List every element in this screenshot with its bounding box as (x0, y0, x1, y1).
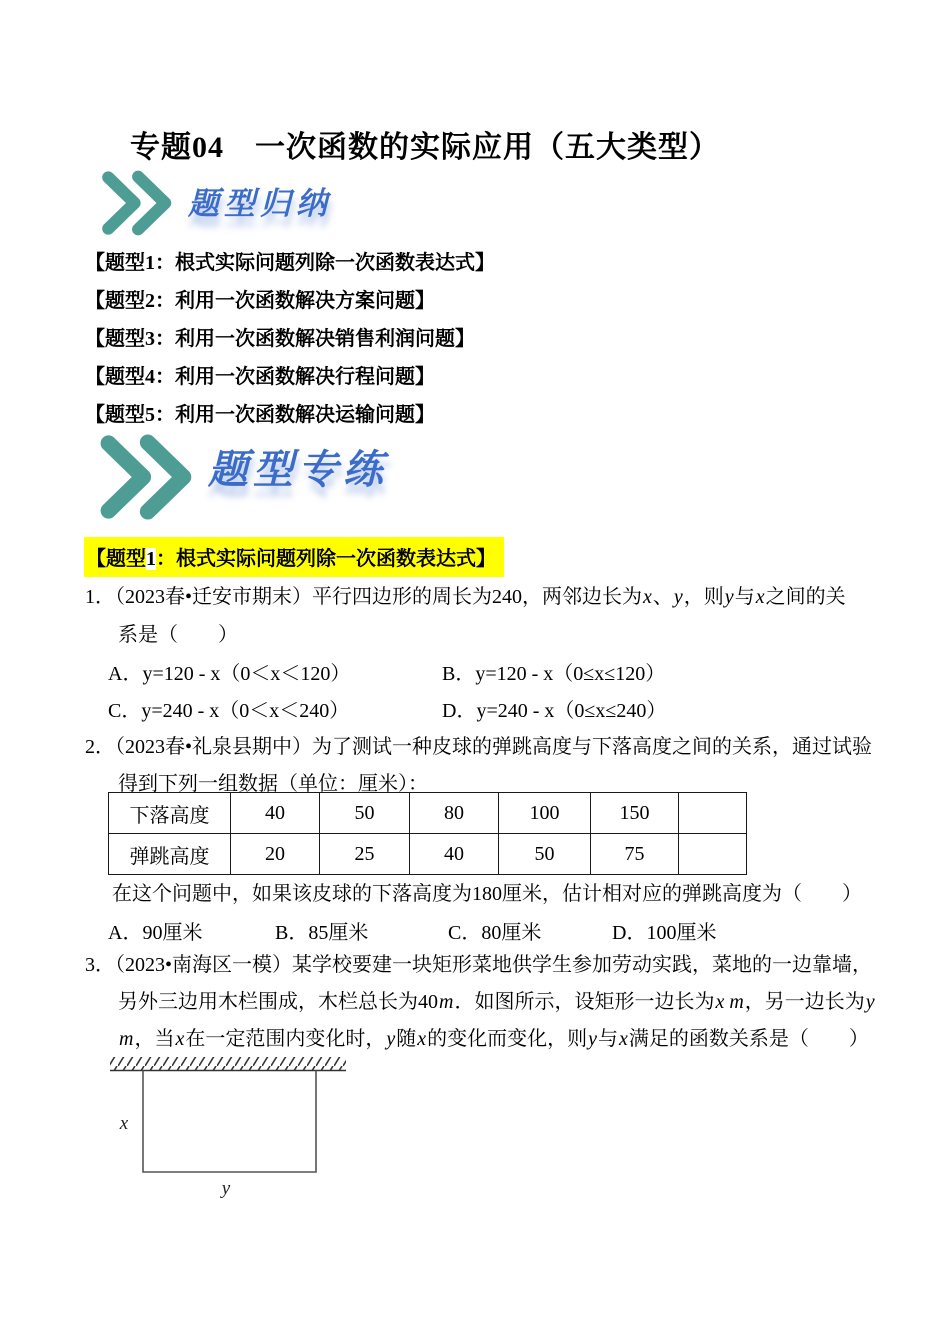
q1-line2: 系是（ ） (118, 624, 238, 646)
cell: 25 (320, 834, 410, 875)
row-header: 弹跳高度 (109, 834, 231, 875)
chevron-2 (138, 177, 165, 230)
q1-option-c: C．y=240 - x（0＜x＜240） (108, 700, 350, 722)
type-item-4: 【题型4：利用一次函数解决行程问题】 (85, 366, 435, 388)
q2-line3: 在这个问题中，如果该皮球的下落高度为180厘米，估计相对应的弹跳高度为（ ） (112, 883, 862, 905)
q1-line1: 1．（2023春•迁安市期末）平行四边形的周长为240，两邻边长为x、y，则y与x之间的关 (85, 586, 846, 608)
double-chevron-right-icon (99, 170, 173, 236)
type-item-2: 【题型2：利用一次函数解决方案问题】 (85, 290, 435, 312)
q1-option-d: D．y=240 - x（0≤x≤240） (442, 700, 667, 722)
double-chevron-right-icon (96, 434, 194, 520)
q1-options-row1 (0, 657, 830, 685)
q2-line1: 2．（2023春•礼泉县期中）为了测试一种皮球的弹跳高度与下落高度之间的关系，通过试验 (85, 736, 873, 758)
row-header: 下落高度 (109, 793, 231, 834)
type-item-5: 【题型5：利用一次函数解决运输问题】 (85, 404, 435, 426)
garden-rectangle (143, 1071, 316, 1173)
x-side-label: x (119, 1113, 129, 1134)
section-heading: 【题型1：根式实际问题列除一次函数表达式】 (84, 537, 504, 577)
garden-figure (100, 1053, 360, 1203)
cell: 80 (410, 793, 499, 834)
q2-option-d: D．100厘米 (612, 922, 717, 944)
q2-option-a: A．90厘米 (108, 922, 203, 944)
type-item-3: 【题型3：利用一次函数解决销售利润问题】 (85, 328, 475, 350)
type-item-1: 【题型1：根式实际问题列除一次函数表达式】 (85, 252, 495, 274)
chevron-1 (109, 443, 144, 510)
q1-option-a: A．y=120 - x（0＜x＜120） (108, 663, 351, 685)
q1-options-row2 (0, 694, 830, 722)
cell: 40 (231, 793, 320, 834)
table-row-bounce-height (109, 834, 747, 875)
chevron-2 (148, 442, 184, 511)
banner-topic-practice: 题型专练 (208, 447, 388, 492)
cell: 150 (591, 793, 679, 834)
cell-empty (679, 793, 747, 834)
bounce-height-table (108, 792, 747, 875)
q3-line3: m，当x在一定范围内变化时，y随x的变化而变化，则y与x满足的函数关系是（ ） (119, 1028, 869, 1050)
q2-options-row (0, 916, 830, 944)
cell: 50 (320, 793, 410, 834)
cell: 50 (499, 834, 591, 875)
q3-line1: 3．（2023•南海区一模）某学校要建一块矩形菜地供学生参加劳动实践，菜地的一边靠墙， (85, 954, 873, 976)
cell: 100 (499, 793, 591, 834)
cell-empty (679, 834, 747, 875)
q1-option-b: B．y=120 - x（0≤x≤120） (442, 663, 666, 685)
banner-topic-summary: 题型归纳 (188, 186, 332, 221)
chevron-1 (108, 177, 134, 228)
page-title: 专题04 一次函数的实际应用（五大类型） (130, 131, 720, 164)
cell: 20 (231, 834, 320, 875)
q2-line2: 得到下列一组数据（单位：厘米）： (118, 773, 428, 795)
type-list (85, 244, 495, 434)
wall-hatching (110, 1057, 346, 1070)
q2-option-c: C．80厘米 (448, 922, 542, 944)
q3-line2: 另外三边用木栏围成，木栏总长为40m．如图所示，设矩形一边长为x m，另一边长为y (118, 991, 875, 1013)
y-side-label: y (221, 1178, 231, 1199)
table-row-drop-height (109, 793, 747, 834)
cell: 75 (591, 834, 679, 875)
q2-option-b: B．85厘米 (275, 922, 369, 944)
cell: 40 (410, 834, 499, 875)
